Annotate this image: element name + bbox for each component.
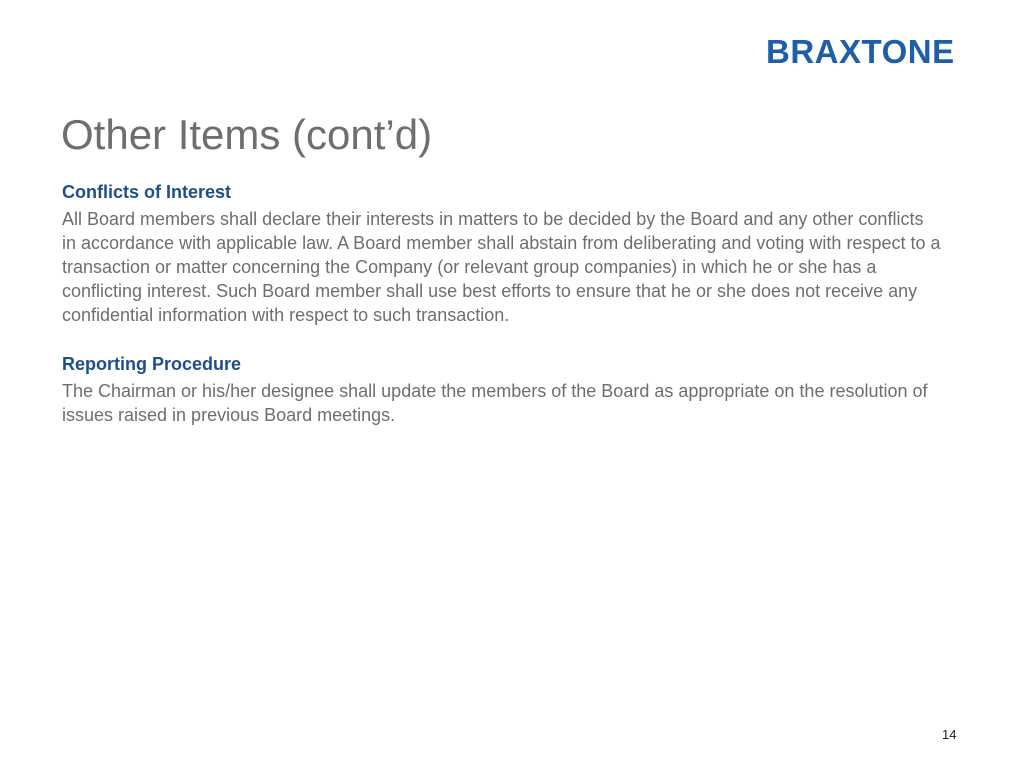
section-heading: Reporting Procedure: [62, 354, 242, 374]
slide-title: Other Items (cont’d): [61, 111, 433, 158]
section-body: All Board members shall declare their interests in matters to be decided by the Board and any other conflicts in accordance with applicable law. A Board member shall abstain from deliberating and voting with respect to a transaction or matter concerning the Company (or relevant group companies) in which he or she has a conflicting interest. Such Board member shall use best efforts to ensure that he or she does not receive any confidential information with respect to such transaction.: [62, 209, 941, 325]
section-reporting-procedure: [62, 351, 942, 427]
braxtone-logo: BRAXTONE: [766, 33, 955, 70]
section-conflicts-of-interest: [62, 179, 942, 327]
page-number: 14: [942, 727, 957, 742]
slide-content: [62, 179, 942, 427]
section-body: The Chairman or his/her designee shall update the members of the Board as appropriate on the resolution of issues raised in previous Board meetings.: [62, 381, 928, 425]
section-heading: Conflicts of Interest: [62, 182, 232, 202]
